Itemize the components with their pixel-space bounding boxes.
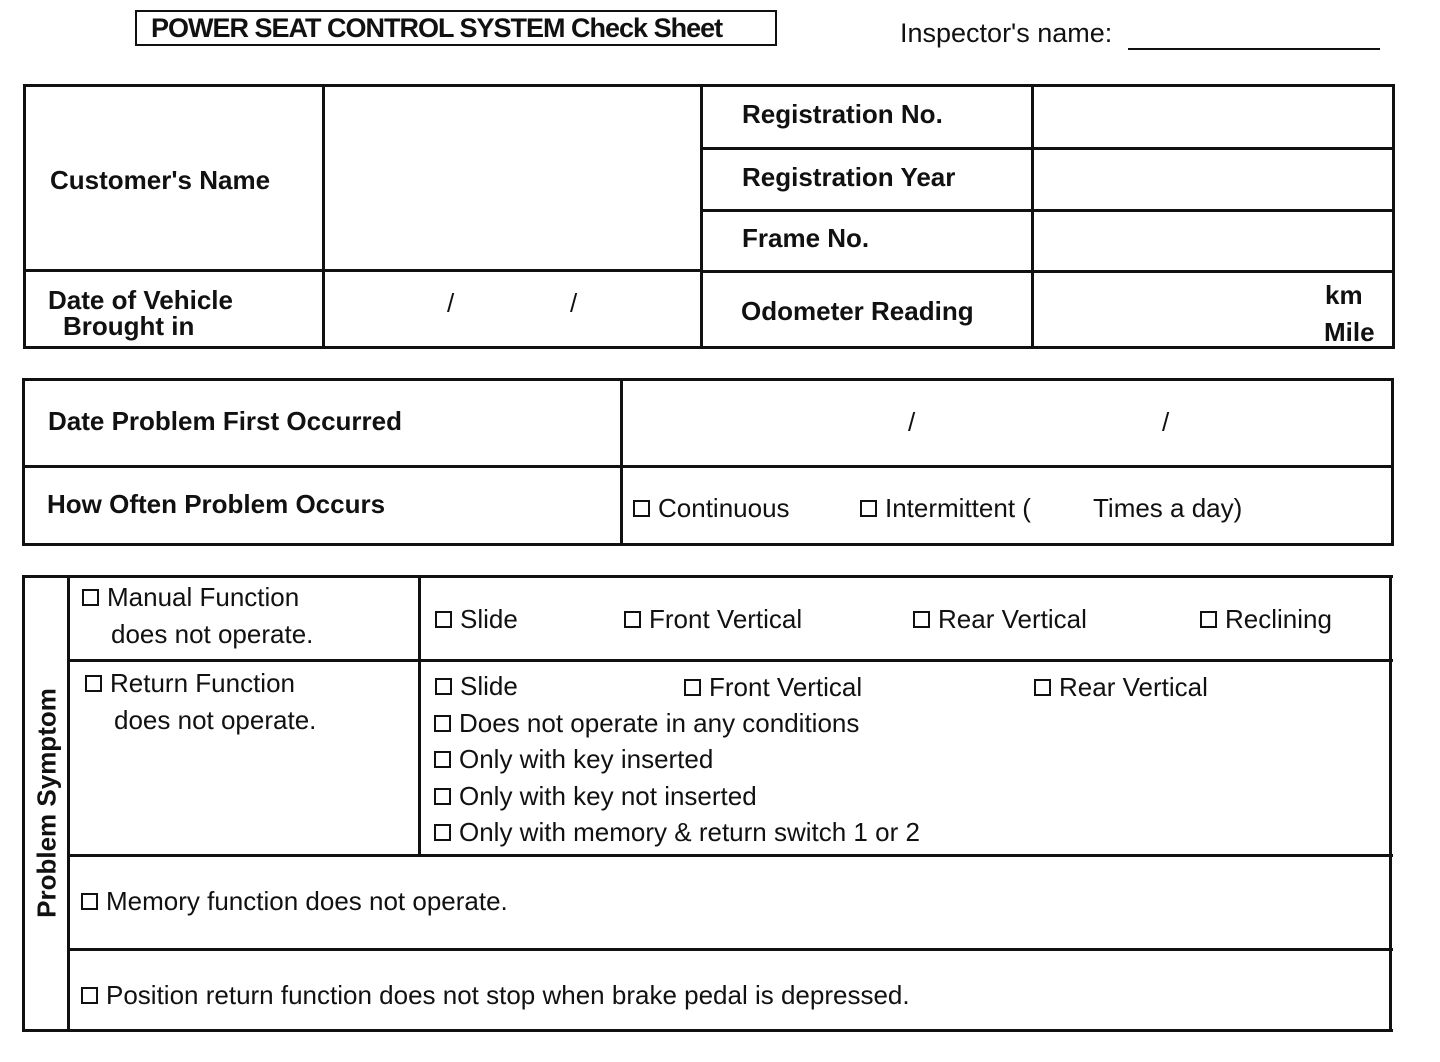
table-divider xyxy=(620,378,623,546)
option-label: Slide xyxy=(460,671,518,701)
option-label: Only with key not inserted xyxy=(459,781,757,811)
table-border-bottom xyxy=(22,1029,1393,1032)
table-border-left xyxy=(23,84,26,349)
table-divider xyxy=(1031,84,1034,349)
manual-front-vertical-option[interactable] xyxy=(624,604,802,634)
position-return-option[interactable] xyxy=(81,980,910,1010)
unit-km: km xyxy=(1325,280,1363,310)
table-border-right xyxy=(1389,575,1392,1032)
table-divider xyxy=(23,269,703,272)
title-text: POWER SEAT CONTROL SYSTEM Check Sheet xyxy=(151,13,723,43)
option-label: Reclining xyxy=(1225,604,1332,634)
check-sheet-title xyxy=(135,10,777,46)
checkbox-icon[interactable] xyxy=(633,500,650,517)
return-function-option[interactable] xyxy=(85,668,295,698)
table-border-right xyxy=(1391,378,1394,546)
manual-reclining-option[interactable] xyxy=(1200,604,1332,634)
manual-function-option[interactable] xyxy=(82,582,299,612)
checkbox-icon[interactable] xyxy=(435,678,452,695)
return-function-line1: Return Function xyxy=(110,668,295,698)
option-label: Front Vertical xyxy=(709,672,863,702)
option-label: Does not operate in any conditions xyxy=(459,708,860,738)
customer-name-label: Customer's Name xyxy=(50,165,271,195)
checkbox-icon[interactable] xyxy=(85,675,102,692)
memory-function-option[interactable] xyxy=(81,886,508,916)
checkbox-icon[interactable] xyxy=(913,611,930,628)
date-brought-field[interactable] xyxy=(326,273,698,345)
table-border-left xyxy=(22,378,25,546)
manual-rear-vertical-option[interactable] xyxy=(913,604,1087,634)
option-label: Position return function does not stop when brake pedal is depressed. xyxy=(106,980,910,1010)
inspector-name-field[interactable] xyxy=(1128,48,1380,50)
manual-slide-option[interactable] xyxy=(435,604,518,634)
condition-key-inserted-option[interactable] xyxy=(434,744,713,774)
table-divider xyxy=(700,270,1395,273)
continuous-option[interactable] xyxy=(633,493,790,523)
option-label: Front Vertical xyxy=(649,604,803,634)
table-border-bottom xyxy=(23,346,1395,349)
unit-mile: Mile xyxy=(1324,317,1375,347)
condition-any-option[interactable] xyxy=(434,708,859,738)
option-label: Rear Vertical xyxy=(938,604,1087,634)
checkbox-icon[interactable] xyxy=(435,611,452,628)
checkbox-icon[interactable] xyxy=(81,987,98,1004)
table-divider xyxy=(700,209,1395,212)
table-divider xyxy=(67,854,1393,857)
checkbox-icon[interactable] xyxy=(434,788,451,805)
date-brought-label-line1: Date of Vehicle xyxy=(48,285,233,315)
option-label: Rear Vertical xyxy=(1059,672,1208,702)
option-label: Memory function does not operate. xyxy=(106,886,508,916)
intermittent-option[interactable] xyxy=(860,493,1031,523)
checkbox-icon[interactable] xyxy=(684,679,701,696)
table-divider xyxy=(67,948,1393,951)
registration-no-label: Registration No. xyxy=(742,99,943,129)
option-label: Slide xyxy=(460,604,518,634)
checkbox-icon[interactable] xyxy=(434,751,451,768)
problem-symptom-label xyxy=(26,575,68,1030)
odometer-field[interactable] xyxy=(1035,274,1315,344)
checkbox-icon[interactable] xyxy=(1200,611,1217,628)
intermittent-label: Intermittent ( xyxy=(885,493,1031,523)
how-often-label: How Often Problem Occurs xyxy=(47,489,386,519)
date-first-occurred-field[interactable] xyxy=(624,382,1389,464)
inspector-name-label: Inspector's name: xyxy=(900,18,1113,48)
frame-no-label: Frame No. xyxy=(742,223,870,253)
checkbox-icon[interactable] xyxy=(860,500,877,517)
condition-key-not-inserted-option[interactable] xyxy=(434,781,757,811)
table-divider xyxy=(700,147,1395,150)
problem-symptom-text: Problem Symptom xyxy=(31,687,62,918)
date-brought-label-line2: Brought in xyxy=(63,311,195,341)
table-divider xyxy=(700,84,703,349)
date-first-occurred-label: Date Problem First Occurred xyxy=(48,406,402,436)
checkbox-icon[interactable] xyxy=(434,715,451,732)
customer-name-field[interactable] xyxy=(326,88,698,268)
registration-no-field[interactable] xyxy=(1035,88,1391,146)
date-separator: / xyxy=(908,407,916,437)
option-label: Only with key inserted xyxy=(459,744,714,774)
date-separator: / xyxy=(1162,407,1170,437)
date-separator: / xyxy=(570,288,578,318)
odometer-label: Odometer Reading xyxy=(741,296,974,326)
table-border-top xyxy=(22,378,1394,381)
continuous-label: Continuous xyxy=(658,493,790,523)
table-border-right xyxy=(1392,84,1395,349)
frame-no-field[interactable] xyxy=(1035,213,1391,269)
registration-year-field[interactable] xyxy=(1035,151,1391,208)
times-a-day-label: Times a day) xyxy=(1093,493,1243,523)
checkbox-icon[interactable] xyxy=(434,824,451,841)
option-label: Only with memory & return switch 1 or 2 xyxy=(459,817,920,847)
manual-function-line2: does not operate. xyxy=(111,619,314,649)
table-divider xyxy=(322,84,325,349)
date-separator: / xyxy=(447,288,455,318)
checkbox-icon[interactable] xyxy=(81,893,98,910)
return-front-vertical-option[interactable] xyxy=(684,672,862,702)
table-border-top xyxy=(23,84,1395,87)
manual-function-line1: Manual Function xyxy=(107,582,300,612)
registration-year-label: Registration Year xyxy=(742,162,956,192)
checkbox-icon[interactable] xyxy=(82,589,99,606)
return-slide-option[interactable] xyxy=(435,671,518,701)
table-border-top xyxy=(22,575,1393,578)
table-divider xyxy=(67,659,1393,662)
table-divider xyxy=(22,465,1394,468)
condition-memory-switch-option[interactable] xyxy=(434,817,920,847)
table-border-left xyxy=(22,575,25,1032)
checkbox-icon[interactable] xyxy=(624,611,641,628)
return-function-line2: does not operate. xyxy=(114,705,317,735)
return-rear-vertical-option[interactable] xyxy=(1034,672,1208,702)
table-divider xyxy=(418,575,421,856)
table-border-bottom xyxy=(22,543,1394,546)
checkbox-icon[interactable] xyxy=(1034,679,1051,696)
